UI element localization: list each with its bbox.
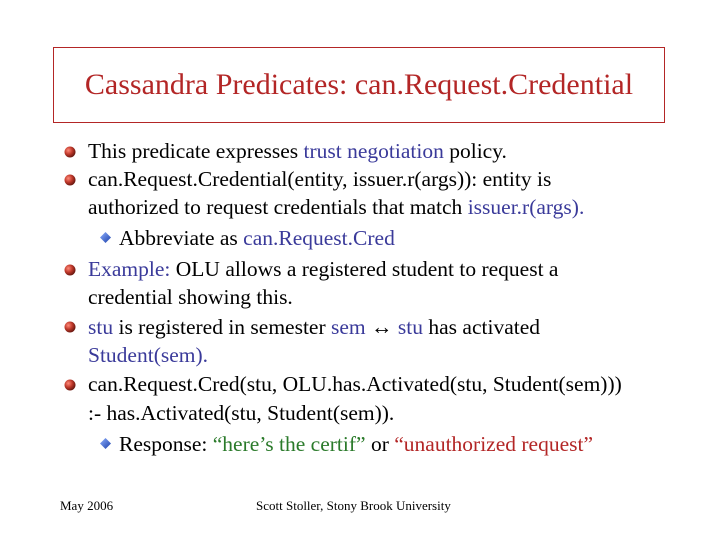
sub-bullet-2a-highlight: can.Request.Cred — [243, 226, 395, 250]
bullet-3-line-2 — [88, 284, 293, 310]
bullet-1-highlight: trust negotiation — [303, 139, 444, 163]
red-ball-bullet-icon — [64, 264, 76, 276]
bullet-4-text-mid: is registered in semester — [113, 315, 332, 339]
bullet-2-text-line-1: can.Request.Credential(entity, issuer.r(args)): entity is — [88, 167, 552, 191]
bullet-5-line-1 — [88, 371, 622, 397]
bullet-3-line-1 — [88, 256, 558, 282]
bullet-4-var-sem: sem — [331, 315, 366, 339]
blue-diamond-bullet-icon — [100, 438, 111, 449]
bullet-2-line-2 — [88, 194, 584, 220]
sub-bullet-2a — [119, 225, 395, 251]
sub-bullet-5a — [119, 431, 593, 457]
bullet-1-text-pre: This predicate expresses — [88, 139, 304, 163]
sub-bullet-5a-quote-1: “here’s the certif” — [212, 432, 366, 456]
sub-bullet-5a-text: Response: — [119, 432, 213, 456]
footer-author: Scott Stoller, Stony Brook University — [256, 498, 451, 513]
bullet-5-text-line-1: can.Request.Cred(stu, OLU.has.Activated(stu, Student(sem))) — [88, 372, 622, 396]
footer-date: May 2006 — [60, 498, 114, 513]
bullet-2-highlight: issuer.r(args). — [467, 195, 585, 219]
bullet-3-label: Example: — [88, 257, 171, 281]
bullet-3-text-line-1: OLU allows a registered student to request a — [170, 257, 559, 281]
sub-bullet-2a-text: Abbreviate as — [119, 226, 244, 250]
bullet-4-arrow: ↔ — [365, 315, 398, 339]
bullet-4-text-line-2: Student(sem). — [88, 343, 209, 367]
blue-diamond-bullet-icon — [100, 232, 111, 243]
bullet-4-var-stu-2: stu — [397, 315, 423, 339]
sub-bullet-5a-or: or — [365, 432, 395, 456]
red-ball-bullet-icon — [64, 146, 76, 158]
red-ball-bullet-icon — [64, 174, 76, 186]
bullet-1 — [88, 138, 507, 164]
bullet-4-var-stu: stu — [88, 315, 114, 339]
bullet-3-text-line-2: credential showing this. — [88, 285, 293, 309]
red-ball-bullet-icon — [64, 321, 76, 333]
bullet-2-text-line-2: authorized to request credentials that match — [88, 195, 468, 219]
bullet-2-line-1 — [88, 166, 551, 192]
red-ball-bullet-icon — [64, 379, 76, 391]
slide-title: Cassandra Predicates: can.Request.Credential — [84, 68, 634, 101]
bullet-1-text-post: policy. — [443, 139, 507, 163]
bullet-5-text-line-2: :- has.Activated(stu, Student(sem)). — [88, 401, 395, 425]
bullet-4-line-2 — [88, 342, 208, 368]
bullet-4-text-post: has activated — [423, 315, 541, 339]
bullet-4-line-1 — [88, 314, 540, 340]
bullet-5-line-2 — [88, 400, 394, 426]
sub-bullet-5a-quote-2: “unauthorized request” — [394, 432, 594, 456]
